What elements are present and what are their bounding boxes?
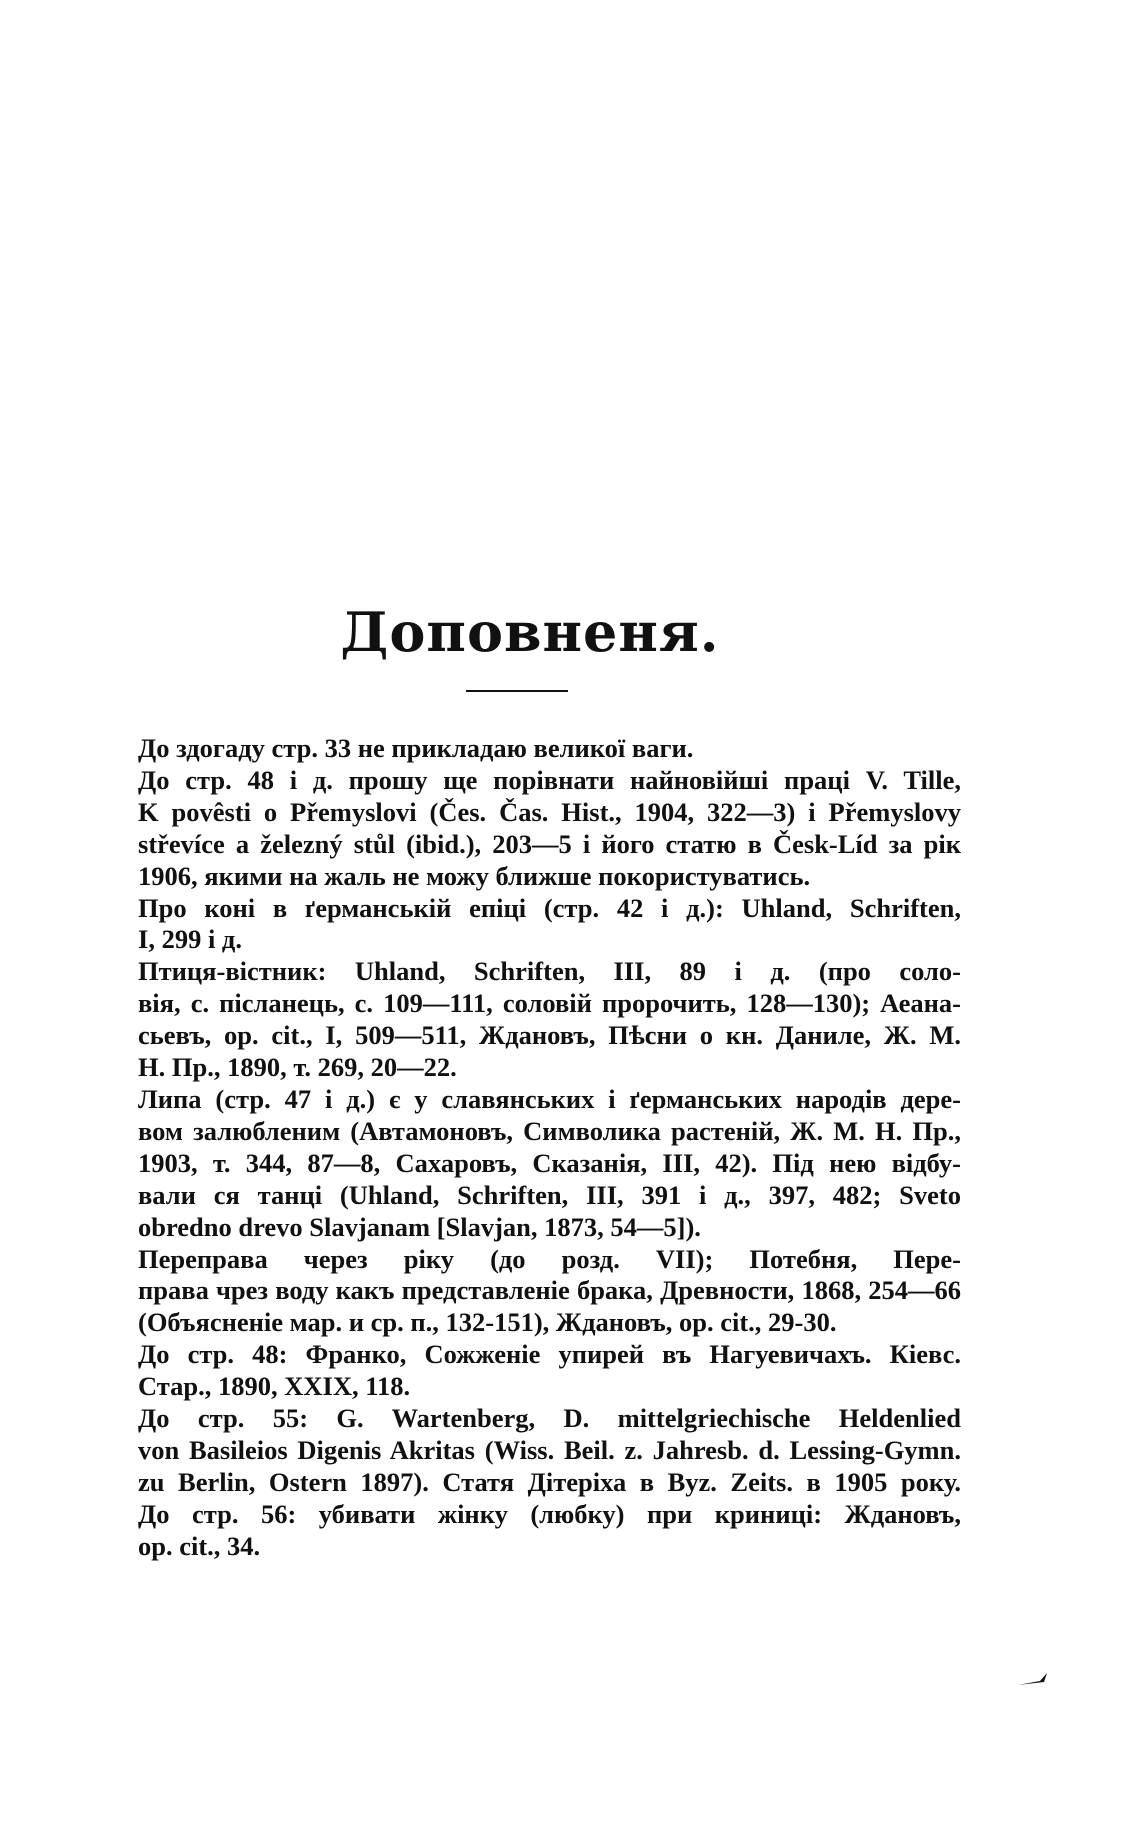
text-line: сьевъ, op. cit., I, 509—511, Ждановъ, Пѣсни о кн. Даниле, Ж. М.	[138, 1020, 961, 1051]
text-line: Н. Пр., 1890, т. 269, 20—22.	[138, 1052, 457, 1083]
text-line: До здогаду стр. 33 не прикладаю великої ваги.	[138, 733, 694, 763]
text-line: вія, с. післанець, с. 109—111, соловій пророчить, 128—130); Аеана-	[138, 988, 961, 1019]
paragraph-3	[138, 893, 961, 957]
text-line: (Объясненіе мар. и ср. п., 132-151), Ждановъ, op. cit., 29-30.	[138, 1307, 837, 1338]
page-title: Доповненя.	[340, 600, 720, 664]
text-line: До стр. 48 і д. прошу ще порівнати найновійші праці V. Tille,	[138, 764, 961, 795]
text-line: Птиця-вістник: Uhland, Schriften, III, 89 і д. (про соло-	[138, 956, 961, 987]
text-line: До стр. 48: Франко, Сожженіе упирей въ Нагуевичахъ. Кіевс.	[138, 1339, 961, 1370]
text-line: Переправа через ріку (до розд. VII); Потебня, Пере-	[138, 1243, 961, 1274]
text-line: 1903, т. 344, 87—8, Сахаровъ, Сказанія, III, 42). Під нею відбу-	[138, 1147, 961, 1178]
text-line: права чрез воду какъ представленіе брака, Древности, 1868, 254—66	[138, 1275, 961, 1306]
text-line: Про коні в ґерманській епіці (стр. 42 і д.): Uhland, Schriften,	[138, 892, 961, 923]
text-line: Стар., 1890, XXIX, 118.	[138, 1371, 411, 1402]
text-line: obredno drevo Slavjanam [Slavjan, 1873, 54—5]).	[138, 1211, 701, 1242]
text-line: 1906, якими на жаль не можу ближше покористуватись.	[138, 860, 811, 891]
paragraph-8	[138, 1403, 961, 1499]
paragraph-4	[138, 956, 961, 1084]
text-line: von Basileios Digenis Akritas (Wiss. Beil. z. Jahresb. d. Lessing-Gymn.	[138, 1434, 961, 1465]
text-line: вом залюбленим (Автамоновъ, Символика растеній, Ж. М. Н. Пр.,	[138, 1115, 961, 1146]
text-line: K povêsti o Přemyslovi (Čes. Čas. Hist., 1904, 322—3) і Přemyslovy	[138, 796, 961, 827]
paragraph-5	[138, 1084, 961, 1244]
paragraph-1	[138, 733, 961, 765]
text-line: op. cit., 34.	[138, 1530, 261, 1561]
text-line: střevíce a železný stůl (ibid.), 203—5 і його статю в Česk-Líd за рік	[138, 828, 961, 859]
text-line: Липа (стр. 47 і д.) є у славянських і ґерманських народів дере-	[138, 1083, 961, 1114]
text-line: До стр. 55: G. Wartenberg, D. mittelgriechische Heldenlied	[138, 1403, 961, 1434]
paragraph-9	[138, 1499, 961, 1563]
paragraph-2	[138, 765, 961, 893]
paragraph-6	[138, 1244, 961, 1340]
corner-pen-mark-icon	[1018, 1672, 1048, 1686]
text-line: zu Berlin, Ostern 1897). Статя Дітеріха в Byz. Zeits. в 1905 року.	[138, 1466, 961, 1497]
text-line: I, 299 і д.	[138, 924, 242, 955]
text-line: вали ся танці (Uhland, Schriften, III, 391 і д., 397, 482; Sveto	[138, 1179, 961, 1210]
addenda-text	[138, 733, 961, 1563]
title-underline-rule	[466, 690, 568, 692]
text-line: До стр. 56: убивати жінку (любку) при криниці: Ждановъ,	[138, 1498, 961, 1529]
paragraph-7	[138, 1339, 961, 1403]
